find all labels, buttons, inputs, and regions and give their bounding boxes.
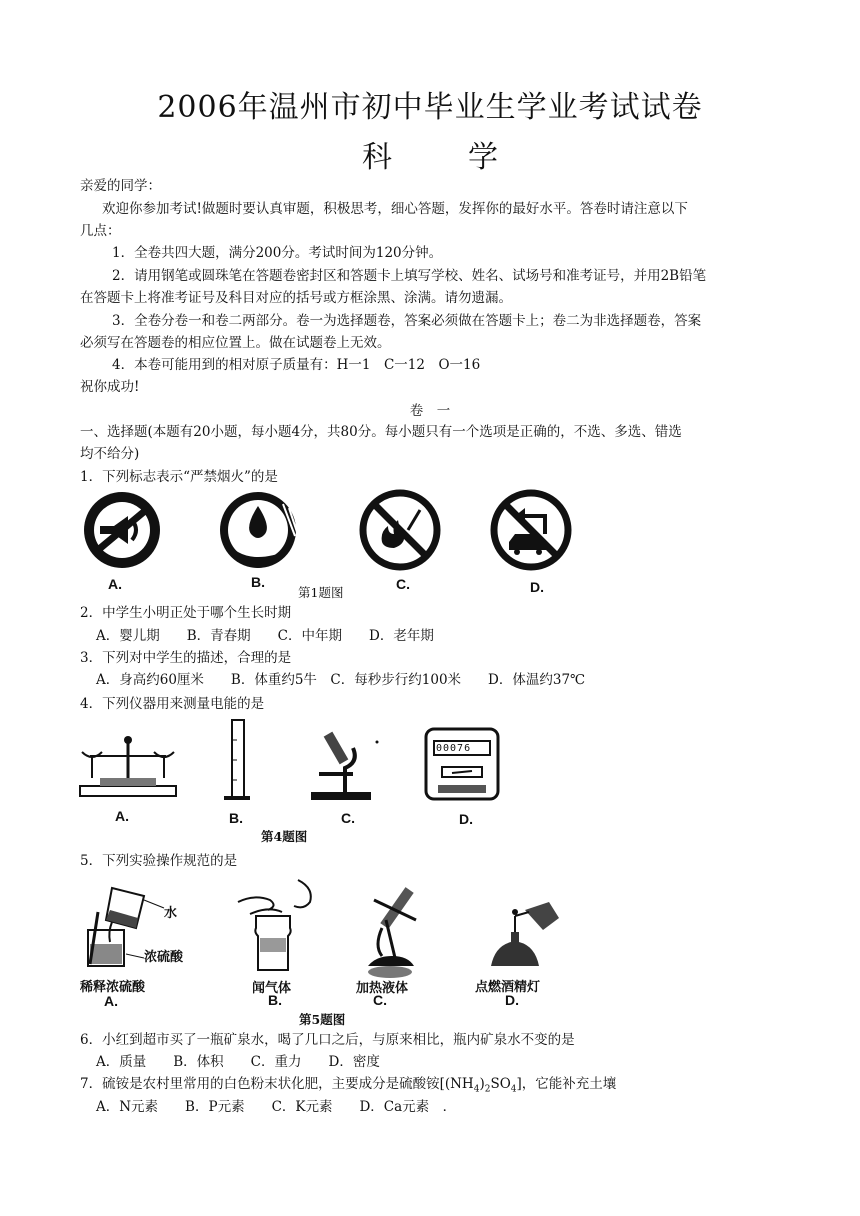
graduated-cylinder-icon (222, 720, 252, 805)
q2-options: A．婴儿期 B．青春期 C．中年期 D．老年期 (96, 628, 434, 644)
light-lamp-figure-icon (485, 896, 565, 976)
q4-label-b: B. (229, 810, 243, 826)
welcome-line-2: 几点： (80, 223, 121, 239)
q4-label-a: A. (115, 808, 129, 824)
q5-c-text: 加热液体 (356, 981, 409, 996)
subject-title (0, 132, 860, 176)
q5-d-text: 点燃酒精灯 (475, 980, 541, 995)
q5-label-d: D. (505, 992, 519, 1008)
meter-reading: 00076 (436, 743, 472, 754)
no-horn-sign-icon (80, 490, 170, 575)
q5-b-text: 闻气体 (252, 981, 292, 996)
greeting: 亲爱的同学： (80, 178, 161, 194)
q1-label-b: B. (251, 574, 265, 590)
q4-label-d: D. (459, 811, 473, 827)
q1-caption: 第1题图 (298, 585, 344, 600)
q4-label-c: C. (341, 810, 355, 826)
note-2a: 2．请用钢笔或圆珠笔在答题卷密封区和答题卡上填写学校、姓名、试场号和准考证号，并用2B铅笔 (112, 268, 707, 284)
smell-gas-figure-icon (234, 876, 324, 976)
exam-title: 2006年温州市初中毕业生学业考试试卷 (157, 90, 703, 125)
q4-caption: 第4题图 (261, 829, 308, 844)
welcome-line-1: 欢迎你参加考试!做题时要认真审题，积极思考，细心答题，发挥你的最好水平。答卷时请注意以下 (102, 201, 688, 217)
q5-water-label: 水 (164, 906, 178, 921)
q3-stem: 3．下列对中学生的描述，合理的是 (80, 650, 292, 666)
no-fire-sign-icon (358, 490, 448, 575)
q7-stem: 7．硫铵是农村里常用的白色粉末状化肥，主要成分是硫酸铵$[(NH_4)_2SO_4]$，它能补充土壤 (80, 1076, 617, 1095)
q5-label-c: C. (373, 992, 387, 1008)
electricity-meter-icon (424, 727, 504, 805)
q6-stem: 6．小红到超市买了一瓶矿泉水，喝了几口之后，与原来相比，瓶内矿泉水不变的是 (80, 1032, 575, 1048)
q4-stem: 4．下列仪器用来测量电能的是 (80, 696, 265, 712)
q1-label-c: C. (396, 576, 410, 592)
q1-label-d: D. (530, 579, 544, 595)
q1-label-a: A. (108, 576, 122, 592)
q3-options: A．身高约60厘米 B．体重约5牛 C．每秒步行约100米 D．体温约37℃ (96, 672, 586, 688)
no-left-turn-sign-icon (489, 490, 579, 575)
q5-stem: 5．下列实验操作规范的是 (80, 853, 238, 869)
subject-char-2: 学 (468, 140, 498, 175)
note-2b: 在答题卡上将准考证号及科目对应的括号或方框涂黑、涂满。请勿遗漏。 (80, 290, 512, 306)
subject-char-1: 科 (362, 140, 392, 175)
volume-label: 卷 一 (409, 403, 451, 419)
q5-label-a: A. (104, 993, 118, 1009)
note-3a: 3．全卷分卷一和卷二两部分。卷一为选择题卷，答案必须做在答题卡上；卷二为非选择题卷，答案 (112, 313, 702, 329)
q7-options: A．N元素 B．P元素 C．K元素 D．Ca元素 ． (96, 1099, 457, 1115)
note-3b: 必须写在答题卷的相应位置上。做在试题卷上无效。 (80, 335, 391, 351)
section-heading-b: 均不给分) (80, 446, 140, 462)
q5-label-b: B. (268, 992, 282, 1008)
water-saving-sign-icon (215, 488, 305, 573)
balance-scale-icon (80, 728, 180, 803)
q6-options: A．质量 B．体积 C．重力 D．密度 (96, 1054, 380, 1070)
q5-a-text: 稀释浓硫酸 (80, 980, 146, 995)
microscope-icon (305, 728, 385, 803)
q2-stem: 2．中学生小明正处于哪个生长时期 (80, 605, 292, 621)
note-4: 4．本卷可能用到的相对原子质量有：H一1 C一12 O一16 (112, 357, 481, 373)
q1-stem: 1．下列标志表示“严禁烟火”的是 (80, 469, 278, 485)
closing: 祝你成功! (80, 379, 140, 395)
section-heading-a: 一、选择题(本题有20小题，每小题4分，共80分。每小题只有一个选项是正确的，不选、多选、错选 (80, 424, 682, 440)
q5-conc-acid-label: 浓硫酸 (144, 950, 184, 965)
note-1: 1．全卷共四大题，满分200分。考试时间为120分钟。 (112, 245, 443, 261)
heat-liquid-figure-icon (352, 880, 442, 980)
q5-caption: 第5题图 (299, 1012, 346, 1027)
